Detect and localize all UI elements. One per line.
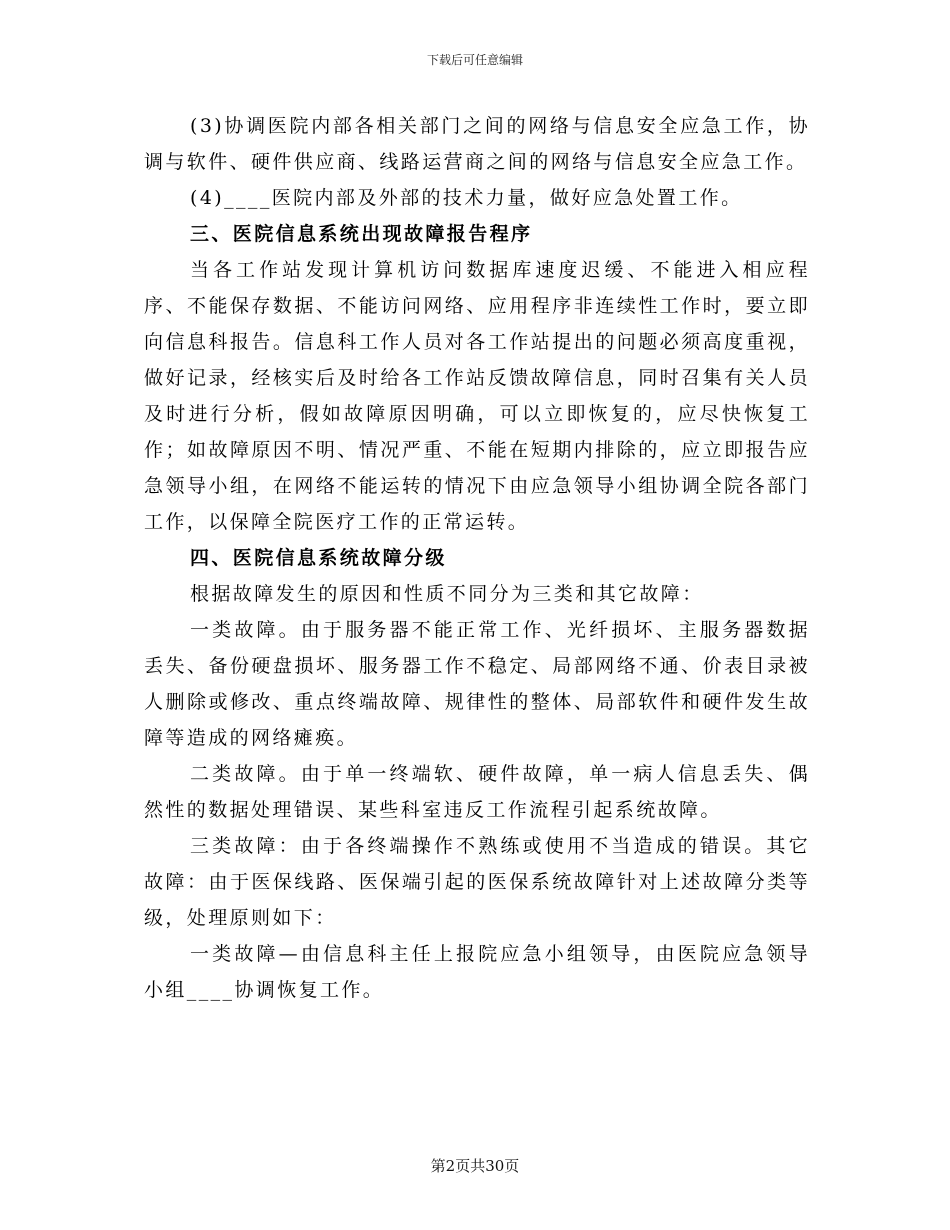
paragraph-item-4: (4)____医院内部及外部的技术力量，做好应急处置工作。: [190, 187, 743, 209]
section-heading-fault-levels: 四、医院信息系统故障分级: [190, 547, 447, 569]
paragraph-class-one-handling: 一类故障—由信息科主任上报院应急小组领导，由医院应急领导小组____协调恢复工作。: [144, 943, 810, 1001]
paragraph-class-one-fault: 一类故障。由于服务器不能正常工作、光纤损坏、主服务器数据丢失、备份硬盘损坏、服务器工作不稳定、局部网络不通、价表目录被人删除或修改、重点终端故障、规律性的整体、局部软件和硬件发生故障等造成的网络瘫痪。: [144, 619, 810, 749]
section-heading-fault-reporting: 三、医院信息系统出现故障报告程序: [190, 223, 533, 245]
page-header-note: 下载后可任意编辑: [426, 53, 523, 67]
paragraph-item-3: (3)协调医院内部各相关部门之间的网络与信息安全应急工作，协调与软件、硬件供应商、线路运营商之间的网络与信息安全应急工作。: [144, 115, 810, 173]
paragraph-class-three-fault: 三类故障：由于各终端操作不熟练或使用不当造成的错误。其它故障：由于医保线路、医保端引起的医保系统故障针对上述故障分类等级，处理原则如下：: [144, 835, 810, 929]
page-number: 第2页共30页: [430, 1157, 520, 1175]
paragraph-reporting-procedure: 当各工作站发现计算机访问数据库速度迟缓、不能进入相应程序、不能保存数据、不能访问网络、应用程序非连续性工作时，要立即向信息科报告。信息科工作人员对各工作站提出的问题必须高度重视，做好记录，经核实后及时给各工作站反馈故障信息，同时召集有关人员及时进行分析，假如故障原因明确，可以立即恢复的，应尽快恢复工作；如故障原因不明、情况严重、不能在短期内排除的，应立即报告应急领导小组，在网络不能运转的情况下由应急领导小组协调全院各部门工作，以保障全院医疗工作的正常运转。: [144, 259, 810, 533]
paragraph-class-two-fault: 二类故障。由于单一终端软、硬件故障，单一病人信息丢失、偶然性的数据处理错误、某些科室违反工作流程引起系统故障。: [144, 763, 810, 821]
document-body: [144, 108, 810, 1008]
paragraph-classification-intro: 根据故障发生的原因和性质不同分为三类和其它故障：: [190, 583, 704, 605]
